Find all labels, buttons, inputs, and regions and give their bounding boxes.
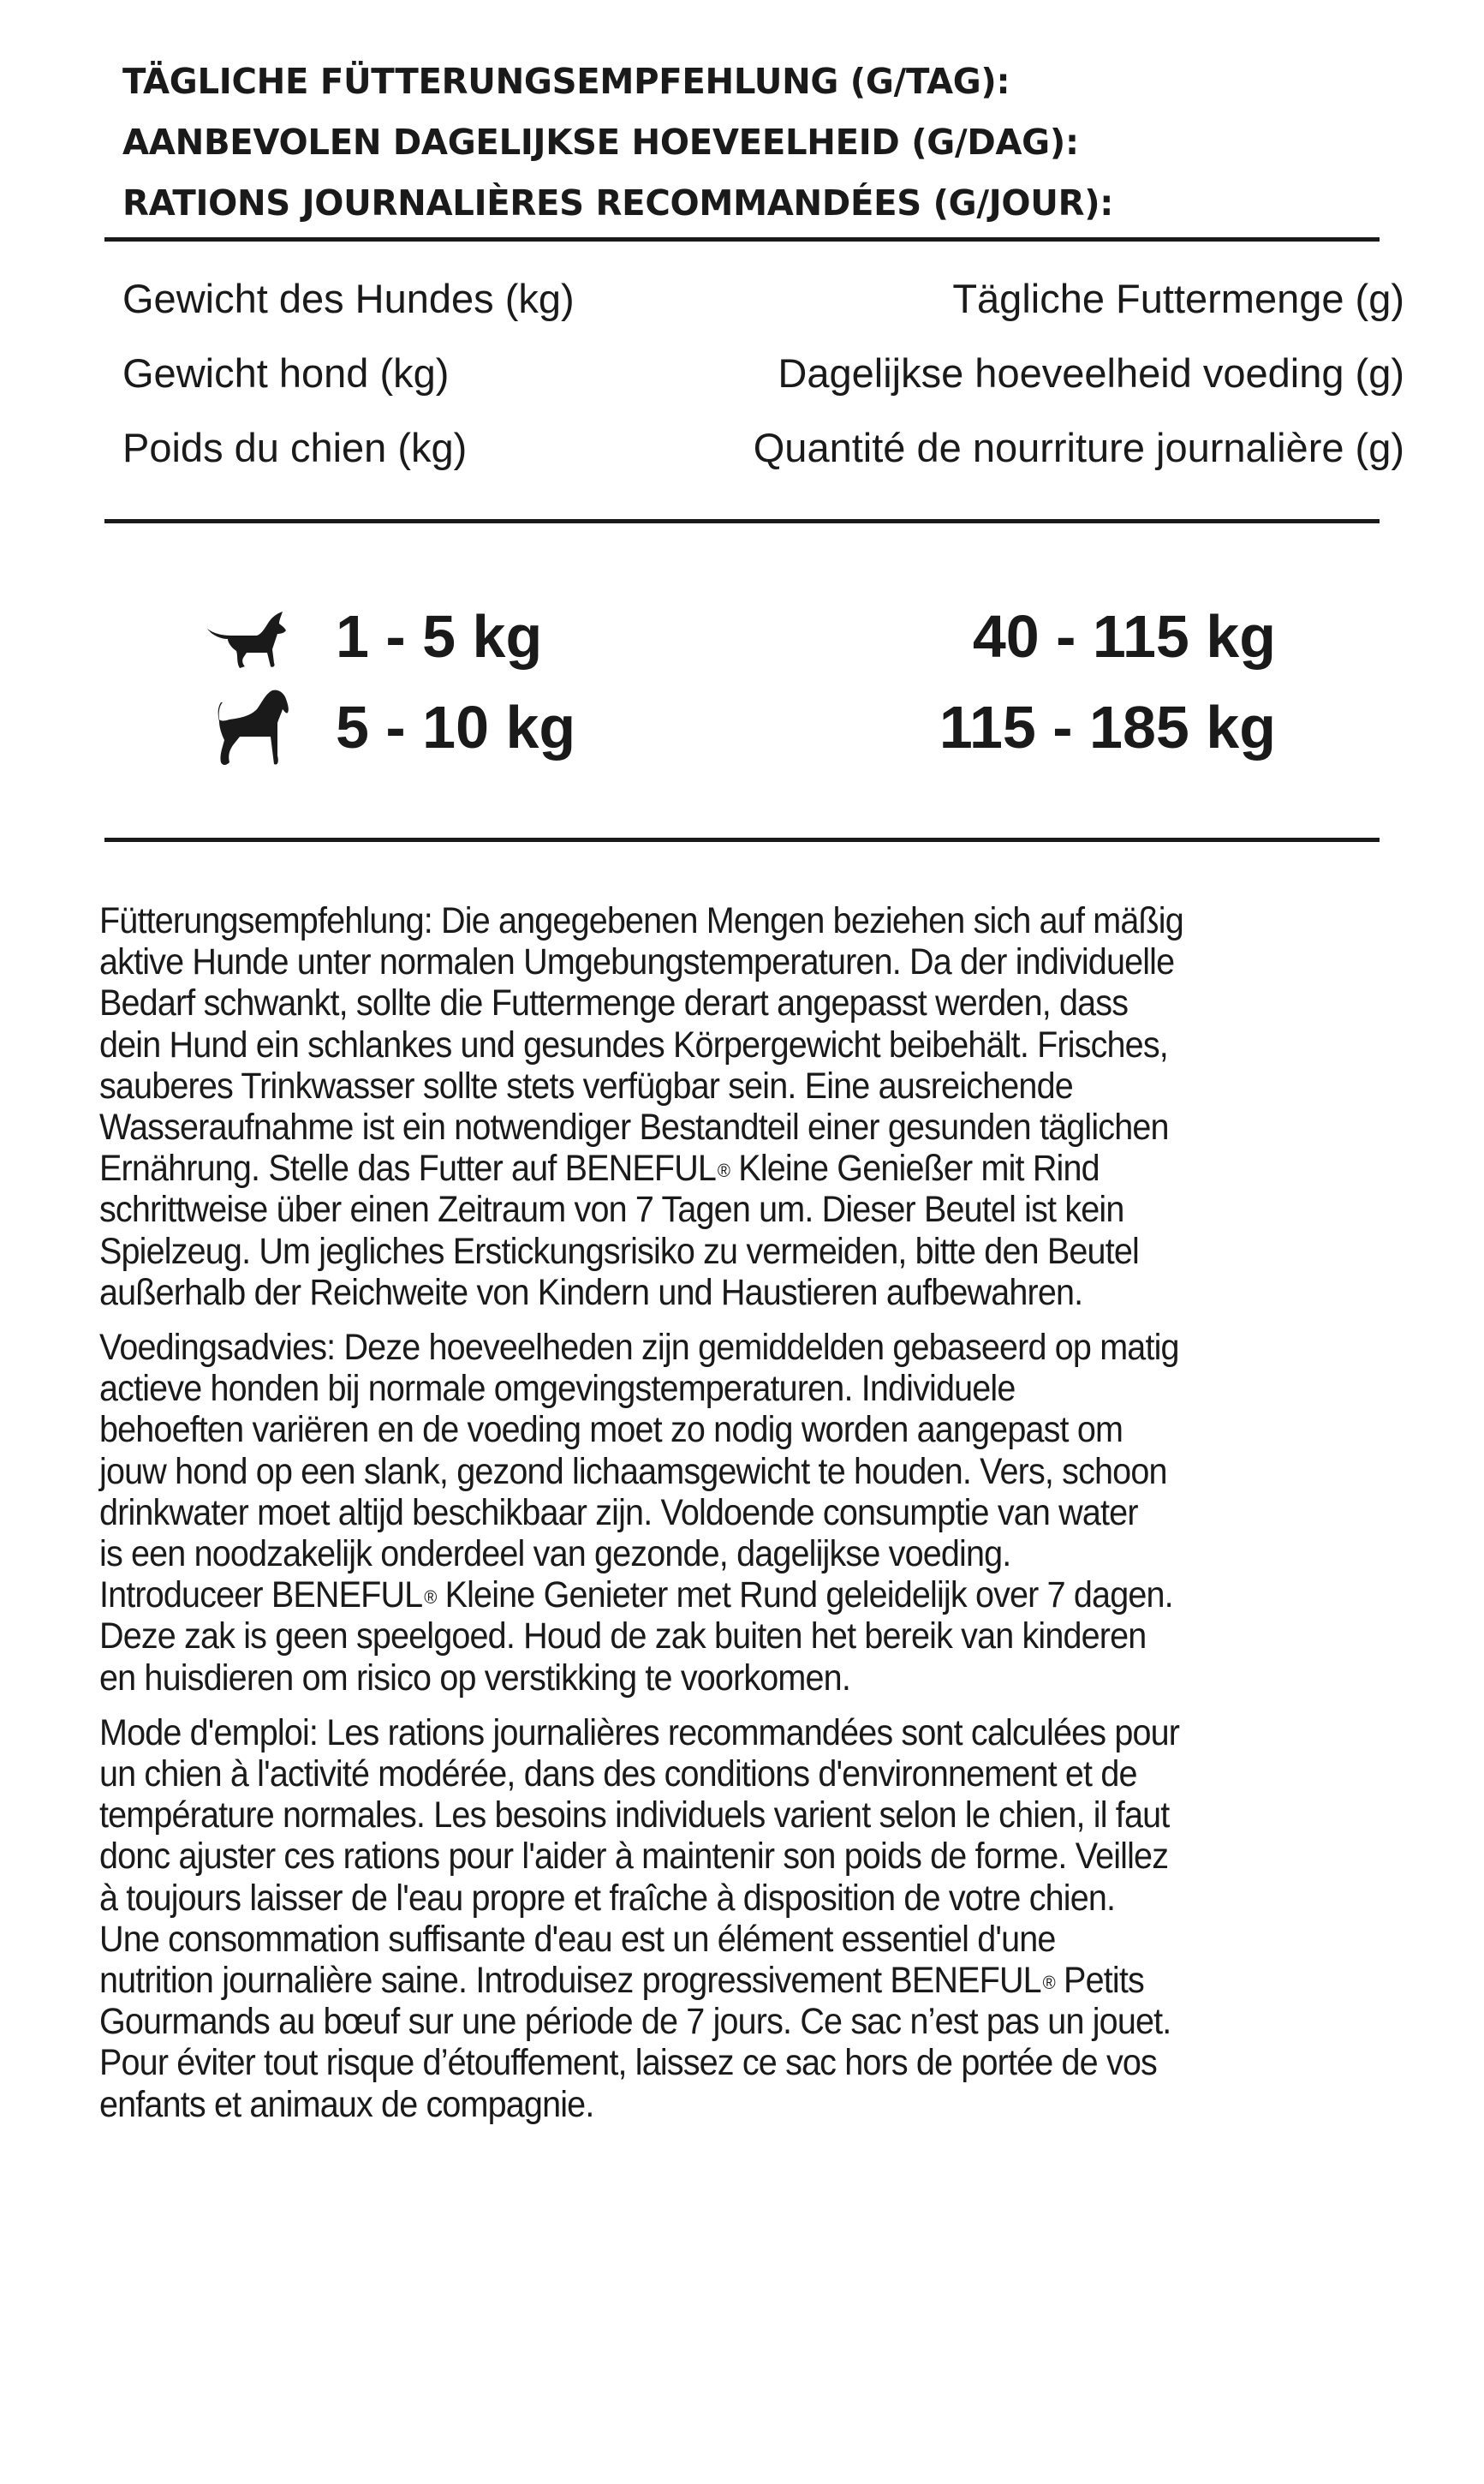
table-row [206,591,1276,682]
text-line: en huisdieren om risico op verstikking te voorkomen. [99,1657,850,1699]
food-amount: 115 - 185 kg [939,694,1276,761]
text-line: Deze zak is geen speelgoed. Houd de zak buiten het bereik van kinderen [99,1616,1147,1657]
text-line [99,1575,1414,1616]
text-line: température normales. Les besoins individuels varient selon le chien, il faut [99,1795,1170,1836]
text-line: Fütterungsempfehlung: Die angegebenen Mengen beziehen sich auf mäßig [99,901,1183,941]
text-line: Voedingsadvies: Deze hoeveelheden zijn gemiddelden gebaseerd op matig [99,1328,1179,1369]
small-dog-icon [206,610,291,674]
text-line: Une consommation suffisante d'eau est un élément essentiel d'une [99,1919,1056,1960]
text-line: sauberes Trinkwasser sollte stets verfügbar sein. Eine ausreichende [99,1066,1073,1107]
text-line: Pour éviter tout risque d’étouffement, laissez ce sac hors de portée de vos [99,2043,1157,2084]
text-line: dein Hund ein schlankes und gesundes Körpergewicht beibehält. Frisches, [99,1024,1168,1066]
divider-middle [104,519,1380,523]
text-line: behoeften variëren en de voeding moet zo nodig worden aangepast om [99,1410,1123,1451]
amount-header-fr: Quantité de nourriture journalière (g) [753,425,1404,470]
weight-header-nl: Gewicht hond (kg) [122,350,450,396]
medium-dog-icon [206,687,291,773]
text-line: enfants et animaux de compagnie. [99,2084,594,2125]
feeding-table [206,591,1276,773]
weight-range: 5 - 10 kg [336,694,576,761]
text-line [99,1149,1414,1190]
heading-block [122,51,1134,234]
text-line: jouw hond op een slank, gezond lichaamsgewicht te houden. Vers, schoon [99,1451,1167,1492]
column-header-row-de [122,261,1404,336]
text-segment: Kleine Genießer mit Rind [730,1149,1100,1190]
text-line [99,1961,1414,2002]
registered-mark: ® [717,1160,730,1182]
text-line: aktive Hunde unter normalen Umgebungstemperaturen. Da der individuelle [99,942,1175,983]
text-line: Bedarf schwankt, sollte die Futtermenge derart angepasst werden, dass [99,983,1129,1024]
heading-nl: AANBEVOLEN DAGELIJKSE HOEVEELHEID (G/DAG): [122,122,1079,163]
paragraph-fr [99,1713,1414,2126]
text-line: donc ajuster ces rations pour l'aider à maintenir son poids de forme. Veillez [99,1836,1169,1878]
text-line: Mode d'emploi: Les rations journalières recommandées sont calculées pour [99,1712,1180,1753]
text-line: Spielzeug. Um jegliches Erstickungsrisiko zu vermeiden, bitte den Beutel [99,1231,1139,1272]
weight-range: 1 - 5 kg [336,603,543,670]
table-row [206,682,1276,773]
text-line: un chien à l'activité modérée, dans des conditions d'environnement et de [99,1754,1137,1795]
column-headers [122,261,1404,485]
amount-header-de: Tägliche Futtermenge (g) [952,276,1404,321]
text-segment: Ernährung. Stelle das Futter auf BENEFUL [99,1149,717,1190]
text-line: actieve honden bij normale omgevingstemperaturen. Individuele [99,1369,1016,1410]
registered-mark: ® [1042,1972,1055,1994]
feeding-instructions [99,901,1410,2140]
amount-header-nl: Dagelijkse hoeveelheid voeding (g) [778,350,1404,396]
text-segment: Introduceer BENEFUL [99,1575,423,1616]
text-segment: nutrition journalière saine. Introduisez progressivement BENEFUL [99,1961,1041,2002]
food-amount: 40 - 115 kg [972,603,1276,670]
text-segment: Petits [1054,1961,1144,2002]
text-line: Gourmands au bœuf sur une période de 7 jours. Ce sac n’est pas un jouet. [99,2002,1171,2043]
paragraph-nl [99,1328,1414,1699]
text-line: is een noodzakelijk onderdeel van gezonde, dagelijkse voeding. [99,1534,1011,1575]
divider-bottom [104,838,1380,842]
text-line: schrittweise über einen Zeitraum von 7 Tagen um. Dieser Beutel ist kein [99,1190,1124,1231]
weight-header-de: Gewicht des Hundes (kg) [122,276,575,321]
column-header-row-fr [122,410,1404,485]
divider-top [104,237,1380,242]
heading-de: TÄGLICHE FÜTTERUNGSEMPFEHLUNG (G/TAG): [122,61,1010,102]
heading-fr: RATIONS JOURNALIÈRES RECOMMANDÉES (G/JOUR): [122,182,1114,224]
paragraph-de [99,901,1414,1314]
weight-header-fr: Poids du chien (kg) [122,425,468,470]
text-line: drinkwater moet altijd beschikbaar zijn. Voldoende consumptie van water [99,1492,1138,1533]
text-line: außerhalb der Reichweite von Kindern und Haustieren aufbewahren. [99,1272,1083,1313]
registered-mark: ® [424,1586,437,1609]
column-header-row-nl [122,336,1404,410]
text-segment: Kleine Genieter met Rund geleidelijk over 7 dagen. [436,1575,1173,1616]
text-line: à toujours laisser de l'eau propre et fraîche à disposition de votre chien. [99,1878,1116,1919]
text-line: Wasseraufnahme ist ein notwendiger Bestandteil einer gesunden täglichen [99,1108,1169,1149]
